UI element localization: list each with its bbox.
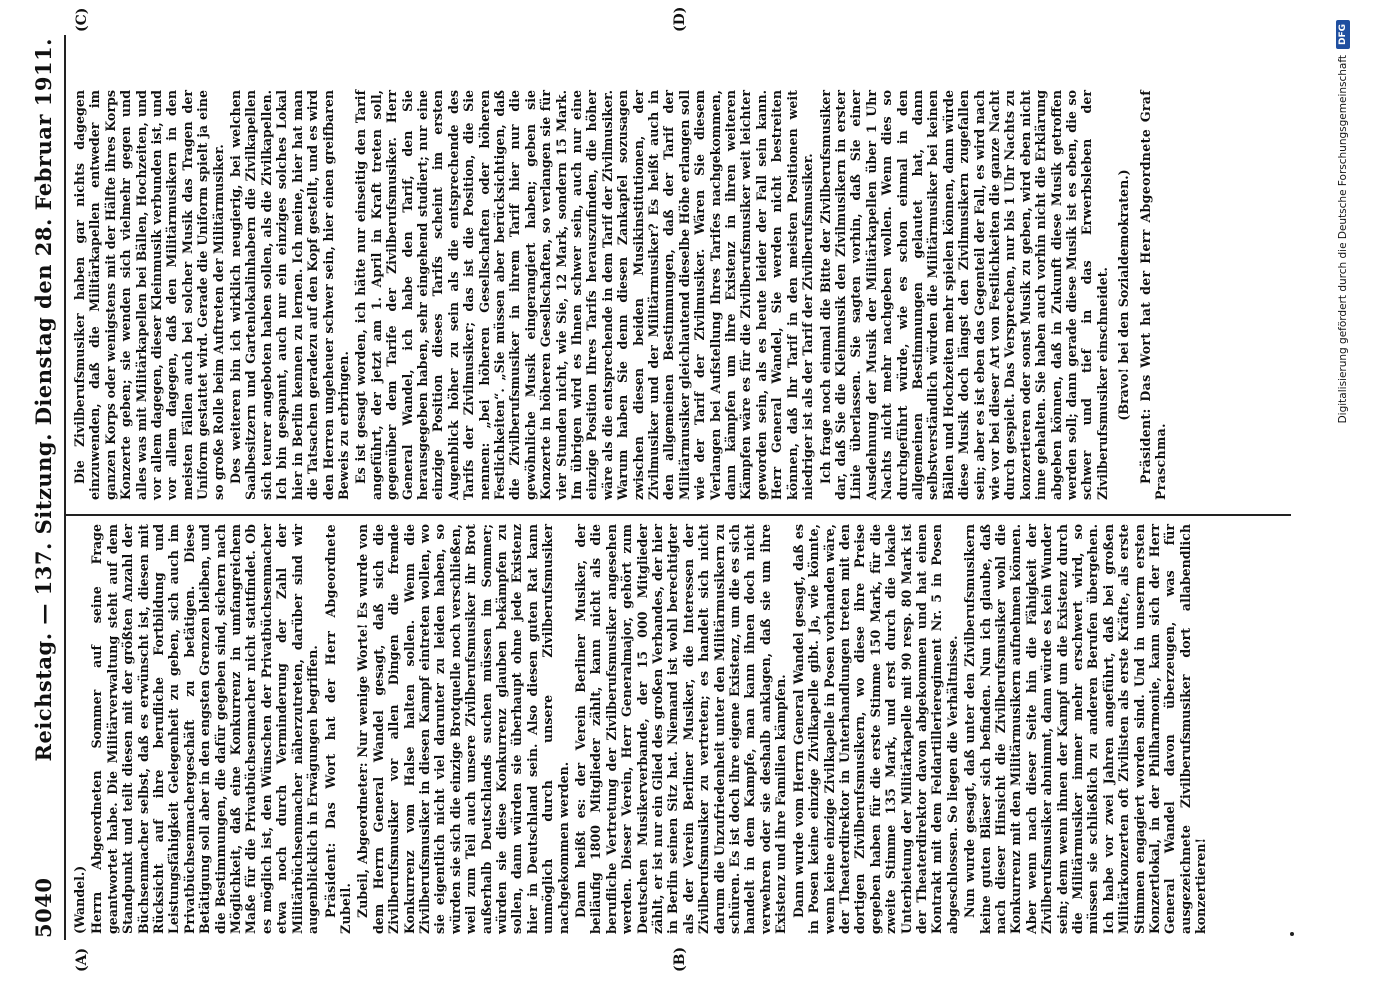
- president-remark: Präsident: Das Wort hat der Herr Abgeordnete Zubeil.: [322, 524, 353, 934]
- margin-mark-b: (B): [672, 946, 688, 972]
- paragraph: Ich frage noch einmal die Bitte der Zivilberufsmusiker dar, daß Sie die Kleinmusik den Zivilmusikern in erster Linie überlassen. Sie sagten vorhin, daß Sie einer Ausdehnung der Musik der Militärkapellen über 1 Uhr Nachts nicht mehr nachgeben wollen. Wenn dies so durchgeführt würde, wie es schon einmal in den allgemeinen Bestimmungen gelautet hat, dann selbstverständlich würden die Militärmusiker bei keinen Bällen und Hochzeiten mehr spielen können, dann würde diese Musik doch längst den Zivilmusikern zugefallen sein; aber es ist eben das Gegenteil der Fall, es wird nach wie vor bei dieser Art von Festlichkeiten die ganze Nacht durch gespielt. Das Versprechen, nur bis 1 Uhr Nachts zu konzertieren oder sonst Musik zu geben, wird eben nicht inne gehalten. Sie haben auch vorhin nicht die Erklärung abgeben können, daß in Zukunft diese Musik getroffen werden soll; dann gerade diese Musik ist es eben, die so schwer und tief in das Erwerbsleben der Zivilberufsmusiker einschneidet.: [817, 90, 1110, 500]
- paragraph: Dann wurde vom Herrn General Wandel gesagt, daß es in Posen keine einzige Zivilkapelle gibt. Ja, wie könnte, wenn keine einzige Zivilkapelle in Posen vorhanden wäre, der Theaterdirektor in Unterhandlungen treten mit den dortigen Zivilberufsmusikern, wo diese ihre Preise gegeben haben für die erste Stimme 150 Mark, für die zweite Stimme 135 Mark, und erst durch die lokale Unterbietung der Militärkapelle mit 90 resp. 80 Mark ist der Theaterdirektor davon abgekommen und hat einen Kontrakt mit dem Feldartillerieregiment Nr. 5 in Posen abgeschlossen. So liegen die Verhältnisse.: [790, 524, 960, 934]
- paragraph: Herrn Abgeordneten Sommer auf seine Frage geantwortet habe. Die Militärverwaltung steht auf dem Standpunkt und teilt diesen mit der größten Anzahl der Büchsenmacher selbst, daß es erwünscht ist, diesen mit Rücksicht auf ihre berufliche Fortbildung und Leistungsfähigkeit Gelegenheit zu geben, sich auch im Privatbüchsenmachergeschäft zu betätigen. Diese Betätigung soll aber in den engsten Grenzen bleiben, und die Bestimmungen, die dafür gegeben sind, sichern nach Möglichkeit, daß eine Konkurrenz in umfangreichem Maße für die Privatbüchsenmacher nicht stattfindet. Ob es möglich ist, den Wünschen der Privatbüchsenmacher etwa noch durch Verminderung der Zahl der Militärbüchsenmacher näherzutreten, darüber sind wir augenblicklich in Erwägungen begriffen.: [89, 524, 321, 934]
- funding-note: Digitalisierung gefördert durch die Deutsche Forschungsgemeinschaft: [1337, 55, 1349, 424]
- margin-mark-c: (C): [74, 7, 90, 32]
- paragraph: Des weiteren bin ich wirklich neugierig, bei welchen Saalbesitzern und Gartenlokalinhabern die Zivilkapellen sich teurer angeboten haben sollen, als die Zivilkapellen. Ich bin gespannt, auch nur ein einziges solches Lokal hier in Berlin kennen zu lernen. Ich meine, hier hat man die Tatsachen geradezu auf den Kopf gestellt, und es wird den Herren ungeheuer schwer sein, hier einen greifbaren Beweis zu erbringen.: [228, 90, 351, 500]
- column-divider: [66, 514, 1291, 516]
- digitization-footer: [1330, 20, 1356, 940]
- page-number: 5040: [30, 877, 56, 938]
- margin-mark-a: (A): [74, 947, 90, 972]
- left-column: [72, 524, 1211, 934]
- paragraph: Nun wurde gesagt, daß unter den Zivilberufsmusikern keine guten Bläser sich befinden. Nun ich glaube, daß nach dieser Hinsicht die Zivilberufsmusiker wohl die Konkurrenz mit den Militärmusikern aufnehmen können. Aber wenn nach dieser Seite hin die Fähigkeit der Zivilberufsmusiker abnimmt, dann würde es kein Wunder sein; denn wenn ihnen der Kampf um die Existenz durch die Militärmusiker immer mehr erschwert wird, so müssen sie schließlich zu anderen Berufen übergehen. Ich habe vor zwei Jahren angeführt, daß bei großen Militärkonzerten oft Zivilisten als erste Kräfte, als erste Stimmen engagiert worden sind. Und in unserm ersten Konzertlokal, in der Philharmonie, kann sich der Herr General Wandel davon überzeugen, was für ausgezeichnete Zivilberufsmusiker dort allabendlich konzertieren!: [962, 524, 1209, 934]
- page-title: Reichstag. — 137. Sitzung. Dienstag den 28. Februar 1911.: [30, 38, 56, 762]
- paragraph: Es ist gesagt worden, ich hätte nur einseitig den Tarif angeführt, der jetzt am 1. April in Kraft treten soll, gegenüber dem Tarife der Zivilberufsmusiker. Herr General Wandel, ich habe den Tarif, den Sie herausgegeben haben, sehr eingehend studiert; nur eine einzige Position dieses Tarifs scheint im ersten Augenblick höher zu sein als die entsprechende des Tarifs der Zivilmusiker; das ist die Position, die Sie nennen: „bei höheren Gesellschaften oder höheren Festlichkeiten“. „Sie müssen aber berücksichtigen, daß die Zivilberufsmusiker in ihrem Tarif hier nur die gewöhnliche Musik eingerangiert haben; geben sie Konzerte in höheren Gesellschaften, so verlangen sie für vier Stunden nicht, wie Sie, 12 Mark, sondern 15 Mark. Im übrigen wird es Ihnen schwer sein, auch nur eine einzige Position Ihres Tarifs herauszufinden, die höher wäre als die entsprechende in dem Tarif der Zivilmusiker. Warum haben Sie denn diesen Zankapfel sozusagen zwischen diesen beiden Musikinstitutionen, der Zivilmusiker und der Militärmusiker? Es heißt auch in den allgemeinen Bestimmungen, daß der Tarif der Militärmusiker gleichlautend dieselbe Höhe erlangen soll wie der Tarif der Zivilmusiker. Wären Sie diesem Verlangen bei Aufstellung Ihres Tarifes nachgekommen, dann kämpfen um ihre Existenz in ihren weiteren Kämpfen wäre es für die Zivilberufsmusiker weit leichter geworden sein, als es heute leider der Fall sein kann. Herr General Wandel, Sie werden nicht bestreiten können, daß Ihr Tarif in den meisten Positionen weit niedriger ist als der Tarif der Zivilberufsmusiker.: [353, 90, 816, 500]
- president-remark: Präsident: Das Wort hat der Herr Abgeordnete Graf Praschma.: [1137, 90, 1169, 500]
- speaker-ref: (Wandel.): [72, 865, 87, 934]
- paragraph: Zubeil, Abgeordneter: Nur wenige Worte! Es wurde von dem Herrn General Wandel gesagt, daß sich die Zivilberufsmusiker vor allen Dingen die fremde Konkurrenz vom Halse halten sollen. Wenn die Zivilberufsmusiker in diesen Kampf eintreten wollen, wo sie eigentlich nicht viel darunter zu leiden haben, so würden sie sich die einzige Brotquelle noch verschließen, weil zum Teil auch unsere Zivilberufsmusiker ihr Brot außerhalb Deutschlands suchen müssen im Sommer; würden sie diese Konkurrenz glauben bekämpfen zu sollen, dann würden sie überhaupt ohne jede Existenz hier in Deutschland sein. Also diesen guten Rat kann unmöglich durch unsere Zivilberufsmusiker nachgekommen werden.: [355, 524, 571, 934]
- applause-note: (Bravo! bei den Sozialdemokraten.): [1116, 169, 1132, 421]
- dfg-logo: DFG: [1336, 20, 1350, 49]
- header-rule: [64, 35, 66, 940]
- stray-mark: [1290, 932, 1294, 936]
- right-column: [72, 90, 1170, 500]
- page-header: [28, 38, 58, 938]
- paragraph: Dann heißt es: der Verein Berliner Musiker, der beiläufig 1800 Mitglieder zählt, kann nicht als die berufliche Vertretung der Zivilberufsmusiker angesehen werden. Dieser Verein, Herr Generalmajor, gehört zum Deutschen Musikerverbande, der 15 000 Mitglieder zählt, er ist nur ein Glied des großen Verbandes, der hier in Berlin seinen Sitz hat. Niemand ist wohl berechtigter als der Verein Berliner Musiker, die Interessen der Zivilberufsmusiker zu vertreten; es handelt sich nicht darum die Unzufriedenheit unter den Militärmusikern zu schüren. Es ist doch ihre eigene Existenz, um die es sich handelt in dem Kampfe, man kann ihnen doch nicht verwehren oder sie deshalb anklagen, daß sie um ihre Existenz und ihre Familien kämpfen.: [573, 524, 789, 934]
- paragraph: Die Zivilberufsmusiker haben gar nichts dagegen einzuwenden, daß die Militärkapellen entweder im ganzen Korps oder wenigstens mit der Hälfte ihres Korps Konzerte geben; sie wenden sich vielmehr gegen und alles was mit Militärkapellen bei Bällen, Hochzeiten, und vor allem dagegen, dieser Kleinmusik verbunden ist, und vor allem dagegen, daß den Militärmusikern in den meisten Fällen auch bei solcher Musik das Tragen der Uniform gestattet wird. Gerade die Uniform spielt ja eine so große Rolle beim Auftreten der Militärmusiker.: [72, 90, 226, 500]
- margin-mark-d: (D): [672, 6, 688, 32]
